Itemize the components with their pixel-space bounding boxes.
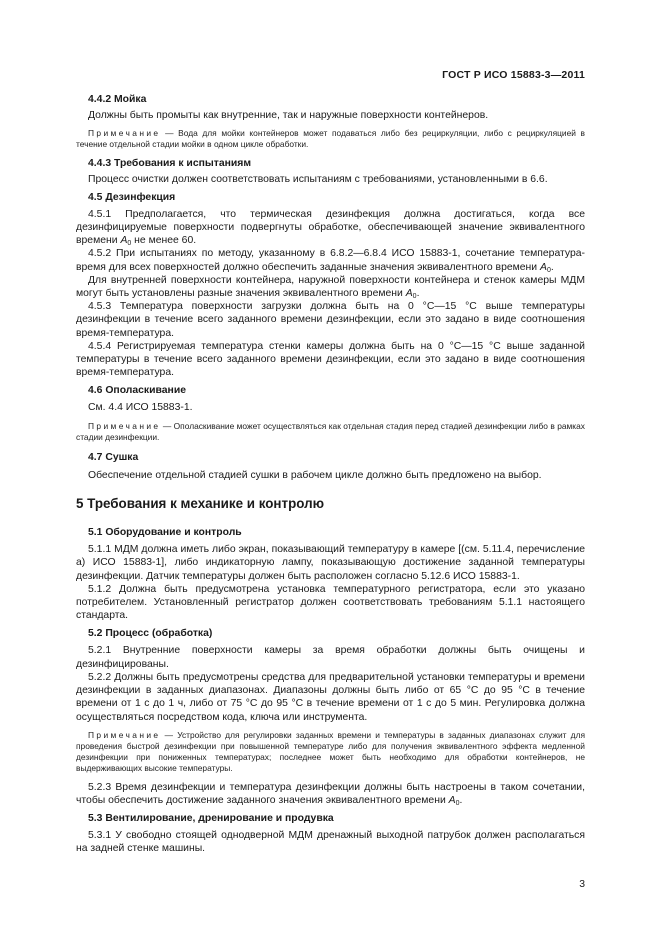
paragraph-5-2-2: 5.2.2 Должны быть предусмотрены средства для предварительной установки температуры и времени дезинфекции в заданных диапазонах. Диапазоны должны быть либо от 65 °С до 95 °С в течение времени от 1 с до 1 ч, либо от 75 °С до 95 °С в течение времени от 1 с до 5 мин. Регулировка должна осуществляться посредством кода, ключа или инструмента. <box>76 671 585 723</box>
note-label: Примечание <box>88 729 161 740</box>
note-label: Примечание <box>88 128 161 139</box>
subscript-zero: 0 <box>127 240 132 248</box>
section-4-6-text: См. 4.4 ИСО 15883-1. <box>88 402 193 414</box>
paragraph-4-5-4: 4.5.4 Регистрируемая температура стенки камеры должна быть на 0 °С—15 °С выше заданной температуры в течение всего заданного времени дезинфекции, если это задано в виде соотношения время-температура. <box>76 340 585 379</box>
note-text: — Ополаскивание может осуществляться как отдельная стадия перед стадией дезинфекции либо в рамках стадии дезинфекции. <box>76 420 585 442</box>
section-5-1-title: 5.1 Оборудование и контроль <box>88 527 242 539</box>
note-label: Примечание <box>88 420 161 431</box>
note-text: — Устройство для регулировки заданных времени и температуры в заданных диапазонах служит для проведения быстрой дезинфекции при повышенной температуре либо для получения эквивалентного эффекта медленной дезинфекции при пониженных температурах; последнее может быть необходимо для обработки контейнеров, не выдерживающих высокие температуры. <box>76 729 585 774</box>
section-4-4-2-title: 4.4.2 Мойка <box>88 94 147 105</box>
paragraph-5-3-1: 5.3.1 У свободно стоящей однодверной МДМ дренажный выходной патрубок должен располагаться на задней стенке машины. <box>76 829 585 855</box>
section-4-4-2-text: Должны быть промыты как внутренние, так и наружные поверхности контейнеров. <box>88 110 489 121</box>
section-4-6-title: 4.6 Ополаскивание <box>88 385 186 397</box>
subscript-zero: 0 <box>455 799 460 807</box>
note-text: — Вода для мойки контейнеров может подаваться либо без рециркуляции, либо с рециркуляцией в течение отдельной стадии мойки в одном цикле обработки. <box>76 128 585 150</box>
paragraph-text: 4.5.1 Предполагается, что термическая дезинфекция должна достигаться, когда все дезинфицируемые поверхности подвергнуты обработке, обеспечивающей значение эквивалентного времени <box>76 208 585 247</box>
section-4-5-title: 4.5 Дезинфекция <box>88 191 176 203</box>
symbol-a: A <box>540 261 547 273</box>
paragraph-4-5-3: 4.5.3 Температура поверхности загрузки должна быть на 0 °С—15 °С выше температуры дезинфекции в течение всего заданного времени дезинфекции, если это задано в виде соотношения время-температура. <box>76 301 585 339</box>
section-4-7-text: Обеспечение отдельной стадией сушки в рабочем цикле должно быть предложено на выбор. <box>88 470 542 482</box>
paragraph-4-5-1 <box>76 208 585 248</box>
note-5-2-2 <box>76 730 585 775</box>
subscript-zero: 0 <box>546 266 551 274</box>
section-4-7-title: 4.7 Сушка <box>88 452 139 464</box>
paragraph-text: 5.2.3 Время дезинфекции и температура дезинфекции должны быть настроены в таком сочетании, чтобы обеспечить достижение заданного значения эквивалентного времени <box>76 781 585 806</box>
paragraph-4-5-2-b <box>76 274 585 300</box>
paragraph-5-1-1: 5.1.1 МДМ должна иметь либо экран, показывающий температуру в камере [(см. 5.11.4, перечисление а) ИСО 15883-1], либо индикаторную лампу, показывающую достижение заданной температуры дезинфекции. Датчик температуры должен быть расположен согласно 5.12.6 ИСО 15883-1. <box>76 544 585 582</box>
standard-header: ГОСТ Р ИСО 15883-3—2011 <box>442 69 585 81</box>
paragraph-5-2-3 <box>76 781 585 807</box>
paragraph-text: 4.5.2 При испытаниях по методу, указанному в 6.8.2—6.8.4 ИСО 15883-1, сочетание температура-время для всех поверхностей должно обеспечить заданные значения эквивалентного времени <box>76 248 585 273</box>
symbol-a: A <box>405 288 413 300</box>
note-4-6 <box>76 421 585 443</box>
document-body <box>76 93 585 855</box>
paragraph-4-5-2 <box>76 247 585 273</box>
paragraph-text: Для внутренней поверхности контейнера, наружной поверхности контейнера и стенок камеры МДМ могут быть установлены разные значения эквивалентного времени <box>76 274 585 300</box>
section-4-4-3-title: 4.4.3 Требования к испытаниям <box>88 157 252 169</box>
section-5-2-title: 5.2 Процесс (обработка) <box>88 628 213 640</box>
symbol-a: A <box>120 235 128 247</box>
paragraph-5-1-2: 5.1.2 Должна быть предусмотрена установка температурного регистратора, если это указано потребителем. Установленный регистратор должен соответствовать требованиям 5.1.1 настоящего стандарта. <box>76 583 585 622</box>
section-4-4-3-text: Процесс очистки должен соответствовать испытаниям с требованиями, установленными в 6.6. <box>88 173 548 185</box>
section-5-3-title: 5.3 Вентилирование, дренирование и продувка <box>88 812 334 824</box>
paragraph-5-2-1: 5.2.1 Внутренние поверхности камеры за время обработки должны быть очищены и дезинфицированы. <box>76 645 585 670</box>
subscript-zero: 0 <box>412 293 417 301</box>
note-4-4-2 <box>76 128 585 150</box>
symbol-a: A <box>448 794 456 806</box>
section-5-title: 5 Требования к механике и контролю <box>76 496 325 512</box>
paragraph-text: . <box>459 794 463 806</box>
paragraph-text: . <box>550 261 554 273</box>
paragraph-text: не менее 60. <box>131 235 197 247</box>
paragraph-text: . <box>416 288 420 300</box>
page-number: 3 <box>579 879 585 890</box>
